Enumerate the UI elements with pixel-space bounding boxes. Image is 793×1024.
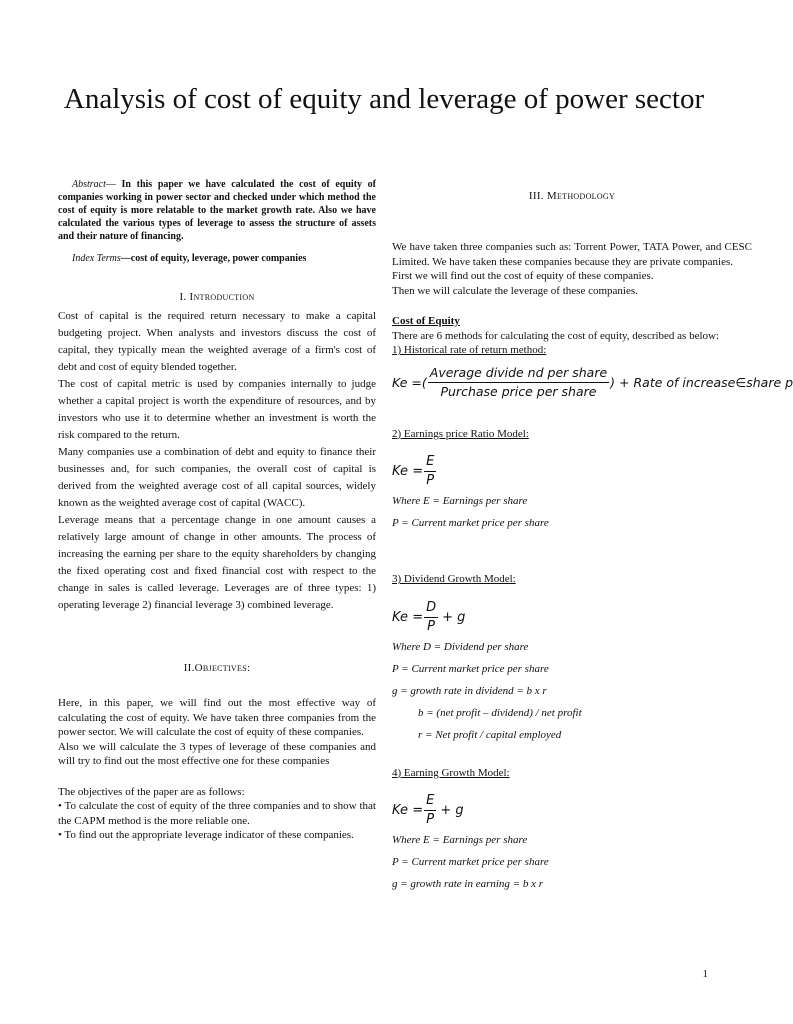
formula-1-denominator: Purchase price per share <box>440 383 597 399</box>
abstract-dash: — <box>105 179 122 190</box>
dividend-growth-formula <box>392 599 752 636</box>
method-3-where-1: Where D = Dividend per share <box>392 640 529 653</box>
method-1-label-text: 1) Historical rate of return method: <box>392 344 547 356</box>
formula-1-rhs: ) + Rate of increase∈share p <box>610 374 793 390</box>
index-terms <box>58 252 376 265</box>
cost-of-equity-intro: There are 6 methods for calculating the cost of equity, described as below: <box>392 329 720 342</box>
abstract <box>58 178 376 243</box>
formula-3-denominator: P <box>427 618 436 634</box>
page-number: 1 <box>702 968 708 980</box>
method-2-label <box>392 427 752 442</box>
intro-paragraph-3: Many companies use a combination of debt and equity to finance their businesses and, for such companies, the overall cost of capital is derived from the weighted average cost of all capital sources, widely known as the weighted average cost of capital (WACC). <box>58 446 376 509</box>
method-3-where-5: r = Net profit / capital employed <box>418 728 562 741</box>
left-column <box>58 178 376 843</box>
method-3-where-3: g = growth rate in dividend = b x r <box>392 684 547 697</box>
formula-2-fraction <box>424 453 436 490</box>
earning-growth-formula <box>392 792 752 829</box>
methodology-paragraph-1: We have taken three companies such as: Torrent Power, TATA Power, and CESC Limited. We have taken these companies because they are private companies. <box>392 241 752 268</box>
cost-of-equity-label: Cost of Equity <box>392 315 460 327</box>
index-terms-text: —cost of equity, leverage, power companies <box>120 253 307 264</box>
method-4-where-1: Where E = Earnings per share <box>392 834 528 846</box>
intro-paragraph-1: Cost of capital is the required return necessary to make a capital budgeting project. When analysts and investors discuss the cost of capital, they typically mean the weighted average of a firm's cost of debt and cost of equity blended together. <box>58 310 376 373</box>
formula-1-numerator: Average divide nd per share <box>428 364 609 383</box>
formula-2-numerator: E <box>424 453 436 472</box>
formula-1-lhs: Ke =( <box>392 374 427 390</box>
method-1-label <box>392 343 752 358</box>
objectives-heading: II.Objectives: <box>183 662 251 674</box>
formula-4-denominator: P <box>426 812 435 827</box>
formula-3-numerator: D <box>424 599 438 618</box>
objectives-paragraph-3: The objectives of the paper are as follows: <box>58 785 245 798</box>
method-4-where-3: g = growth rate in earning = b x r <box>392 878 544 890</box>
formula-2-denominator: P <box>426 473 435 488</box>
method-2-where-1: Where E = Earnings per share <box>392 495 528 507</box>
right-column <box>392 190 793 895</box>
formula-1-fraction <box>428 364 609 401</box>
method-4-label-text: 4) Earning Growth Model: <box>392 766 510 779</box>
objective-bullet-2: • To find out the appropriate leverage indicator of these companies. <box>58 829 354 841</box>
methodology-paragraph-3: Then we will calculate the leverage of these companies. <box>392 284 638 297</box>
method-3-label-text: 3) Dividend Growth Model: <box>392 573 516 585</box>
historical-return-formula <box>392 364 793 401</box>
method-4-label <box>392 766 752 781</box>
formula-3-lhs: Ke = <box>392 609 424 625</box>
formula-3-rhs: + g <box>442 609 466 625</box>
index-terms-label: Index Terms <box>72 253 121 264</box>
cost-of-equity-heading <box>392 314 752 329</box>
objectives-paragraph-1: Here, in this paper, we will find out the most effective way of calculating the cost of equity. We have taken three companies from the power sector. We will calculate the cost of equity of these companies. <box>58 697 376 738</box>
earnings-price-formula <box>392 453 752 490</box>
method-4-where-2: P = Current market price per share <box>392 856 549 868</box>
method-3-where-4: b = (net profit – dividend) / net profit <box>418 706 582 719</box>
intro-paragraph-2: The cost of capital metric is used by companies internally to judge whether a capital project is worth the expenditure of resources, and by investors who use it to determine whether an investment is worth the risk compared to the return. <box>58 378 376 441</box>
formula-4-rhs: + g <box>440 803 464 818</box>
objective-bullet-1: • To calculate the cost of equity of the three companies and to show that the CAPM method is the more reliable one. <box>58 800 376 827</box>
formula-2-lhs: Ke = <box>392 464 424 479</box>
formula-4-lhs: Ke = <box>392 803 424 818</box>
abstract-text: In this paper we have calculated the cost of equity of companies working in power sector and checked under which method the cost of equity is more relatable to the market growth rate. Also we have calculated the various types of leverage to assess the structure of assets and their nature of financing. <box>58 179 377 242</box>
method-3-where-2: P = Current market price per share <box>392 662 549 675</box>
method-3-label <box>392 572 752 587</box>
formula-3-fraction <box>424 599 438 636</box>
introduction-heading: I. Introduction <box>179 291 255 303</box>
method-2-where-2: P = Current market price per share <box>392 517 549 529</box>
formula-4-fraction <box>424 792 436 829</box>
methodology-paragraph-2: First we will find out the cost of equity of these companies. <box>392 270 654 282</box>
method-2-label-text: 2) Earnings price Ratio Model: <box>392 427 529 440</box>
abstract-label: Abstract <box>72 179 106 190</box>
formula-4-numerator: E <box>424 792 436 811</box>
methodology-heading: III. Methodology <box>528 190 616 202</box>
objectives-paragraph-2: Also we will calculate the 3 types of leverage of these companies and will try to find out the most effective one for these companies <box>58 740 376 767</box>
paper-title: Analysis of cost of equity and leverage of power sector <box>63 83 705 115</box>
intro-paragraph-4: Leverage means that a percentage change in one amount causes a relatively large amount of change in other amounts. The process of increasing the earning per share to the equity shareholders by changing the fixed operating cost and fixed financial cost with respect to the change in sales is called leverage. Leverages are of three types: 1) operating leverage 2) financial leverage 3) combined leverage. <box>58 514 376 611</box>
